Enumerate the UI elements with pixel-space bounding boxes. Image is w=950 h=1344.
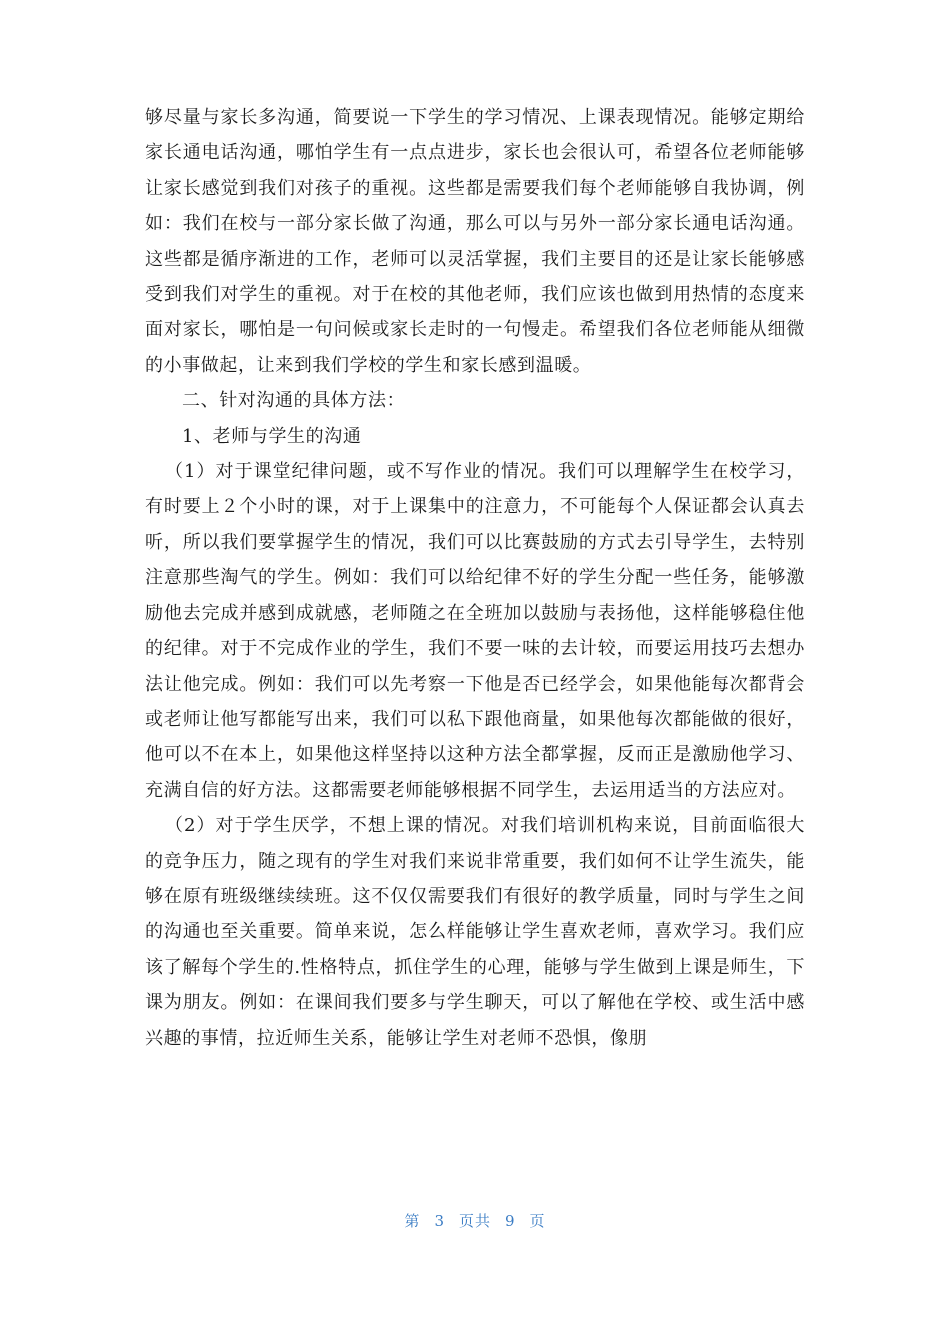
- paragraph-item-1: （1）对于课堂纪律问题，或不写作业的情况。我们可以理解学生在校学习，有时要上２个小时的课，对于上课集中的注意力，不可能每个人保证都会认真去听，所以我们要掌握学生的情况，我们可以比赛鼓励的方式去引导学生，去特别注意那些淘气的学生。例如：我们可以给纪律不好的学生分配一些任务，能够激励他去完成并感到成就感，老师随之在全班加以鼓励与表扬他，这样能够稳住他的纪律。对于不完成作业的学生，我们不要一味的去计较，而要运用技巧去想办法让他完成。例如：我们可以先考察一下他是否已经学会，如果他能每次都背会或老师让他写都能写出来，我们可以私下跟他商量，如果他每次都能做的很好，他可以不在本上，如果他这样坚持以这种方法全都掌握，反而正是激励他学习、充满自信的好方法。这都需要老师能够根据不同学生，去运用适当的方法应对。: [145, 461, 805, 801]
- footer-prefix: 第: [404, 1212, 421, 1230]
- document-body: [145, 100, 805, 1056]
- section-heading: 二、针对沟通的具体方法：: [182, 390, 406, 412]
- page-footer: [0, 1210, 950, 1231]
- footer-suffix: 页: [529, 1212, 546, 1230]
- footer-middle: 页共: [458, 1212, 491, 1230]
- footer-total-pages: 9: [505, 1212, 516, 1230]
- paragraph-item-2: （2）对于学生厌学，不想上课的情况。对我们培训机构来说，目前面临很大的竞争压力，随之现有的学生对我们来说非常重要，我们如何不让学生流失，能够在原有班级继续续班。这不仅仅需要我们有很好的教学质量，同时与学生之间的沟通也至关重要。简单来说，怎么样能够让学生喜欢老师，喜欢学习。我们应该了解每个学生的.性格特点，抓住学生的心理，能够与学生做到上课是师生，下课为朋友。例如：在课间我们要多与学生聊天，可以了解他在学校、或生活中感兴趣的事情，拉近师生关系，能够让学生对老师不恐惧，像朋: [145, 815, 805, 1049]
- subsection-heading: 1、老师与学生的沟通: [182, 425, 362, 447]
- paragraph-continuation: 够尽量与家长多沟通，简要说一下学生的学习情况、上课表现情况。能够定期给家长通电话沟通，哪怕学生有一点点进步，家长也会很认可，希望各位老师能够让家长感觉到我们对孩子的重视。这些都是需要我们每个老师能够自我协调，例如：我们在校与一部分家长做了沟通，那么可以与另外一部分家长通电话沟通。这些都是循序渐进的工作，老师可以灵活掌握，我们主要目的还是让家长能够感受到我们对学生的重视。对于在校的其他老师，我们应该也做到用热情的态度来面对家长，哪怕是一句问候或家长走时的一句慢走。希望我们各位老师能从细微的小事做起，让来到我们学校的学生和家长感到温暖。: [145, 107, 805, 376]
- footer-current-page: 3: [434, 1212, 445, 1230]
